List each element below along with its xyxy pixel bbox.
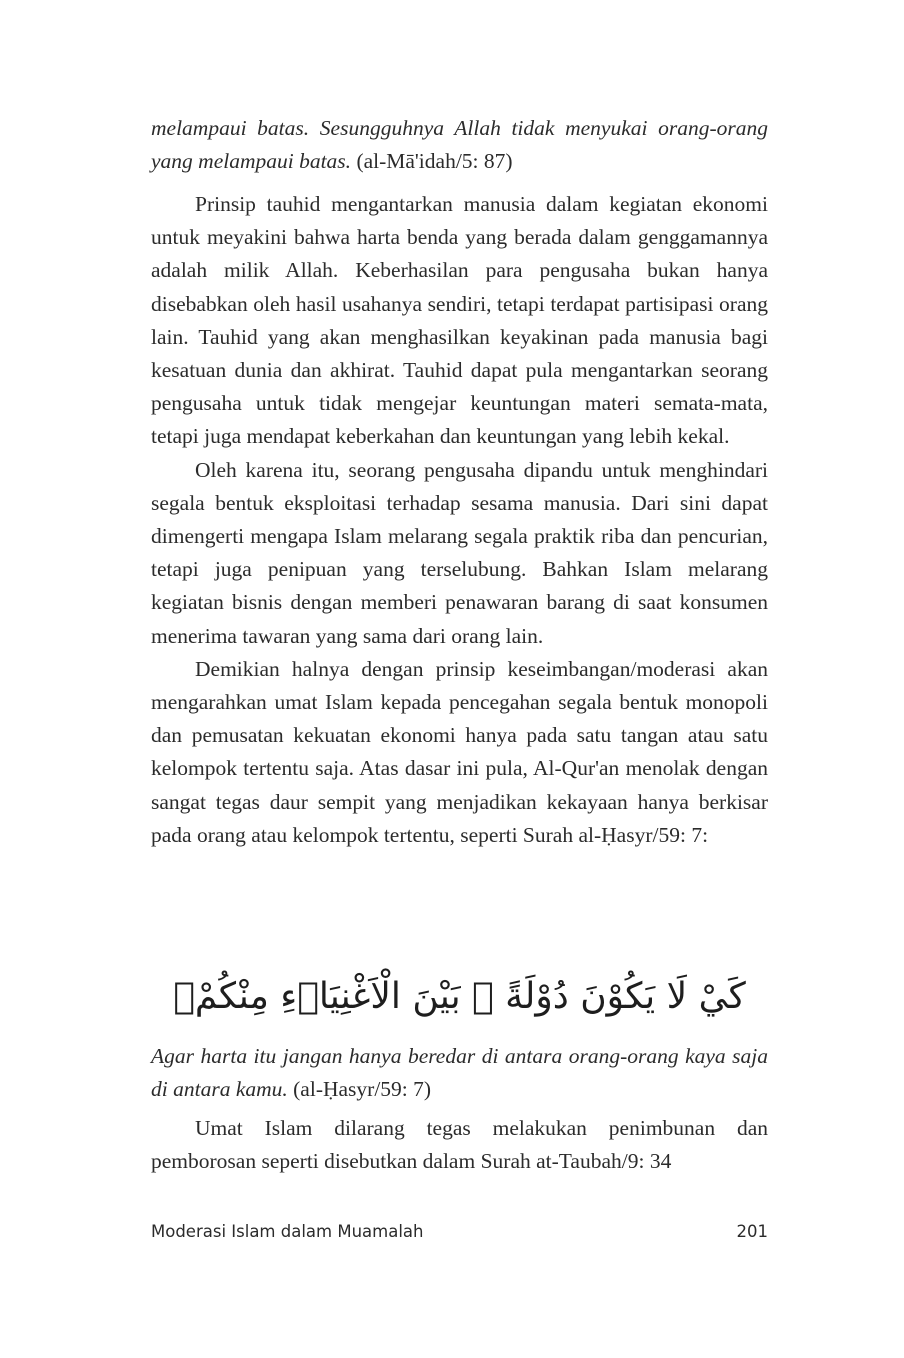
body-text-continued <box>151 1112 768 1178</box>
paragraph-penimbunan: Umat Islam dilarang tegas melakukan penimbunan dan pemborosan seperti disebutkan dalam Surah at-Taubah/9: 34 <box>151 1116 768 1174</box>
quote-bottom-text: Agar harta itu jangan hanya beredar di antara orang-orang kaya saja di antara kamu. <box>151 1044 768 1101</box>
paragraph-tauhid: Prinsip tauhid mengantarkan manusia dalam kegiatan ekonomi untuk meyakini bahwa harta benda yang berada dalam genggamannya adalah milik Allah. Keberhasilan para pengusaha bukan hanya disebabkan oleh hasil usahanya sendiri, tetapi terdapat partisipasi orang lain. Tauhid yang akan menghasilkan keyakinan pada manusia bagi kesatuan dunia dan akhirat. Tauhid dapat pula mengantarkan seorang pengusaha untuk tidak mengejar keuntungan materi semata-mata, tetapi juga mendapat keberkahan dan keuntungan yang lebih kekal. <box>151 192 768 449</box>
arabic-verse: كَيْ لَا يَكُوْنَ دُوْلَةً ۢ بَيْنَ الْاَغْنِيَاۤءِ مِنْكُمْۗ <box>173 976 746 1017</box>
quran-translation-quote-top <box>151 112 768 178</box>
running-title: Moderasi Islam dalam Muamalah <box>151 1222 424 1241</box>
page-footer <box>151 1222 768 1241</box>
quote-top-citation: (al-Mā'idah/5: 87) <box>351 149 513 173</box>
quote-top-text: melampaui batas. Sesungguhnya Allah tidak menyukai orang-orang yang melampaui batas. <box>151 116 768 173</box>
quote-bottom-citation: (al-Ḥasyr/59: 7) <box>287 1077 432 1101</box>
page-number: 201 <box>736 1222 768 1241</box>
paragraph-moderasi: Demikian halnya dengan prinsip keseimbangan/moderasi akan mengarahkan umat Islam kepada pencegahan segala bentuk monopoli dan pemusatan kekuatan ekonomi hanya pada satu tangan atau satu kelompok tertentu saja. Atas dasar ini pula, Al-Qur'an menolak dengan sangat tegas daur sempit yang menjadikan kekayaan hanya berkisar pada orang atau kelompok tertentu, seperti Surah al-Ḥasyr/59: 7: <box>151 656 768 847</box>
quran-translation-quote-bottom <box>151 1040 768 1106</box>
paragraph-eksploitasi: Oleh karena itu, seorang pengusaha dipandu untuk menghindari segala bentuk eksploitasi terhadap sesama manusia. Dari sini dapat dimengerti mengapa Islam melarang segala praktik riba dan pencurian, tetapi juga penipuan yang terselubung. Bahkan Islam melarang kegiatan bisnis dengan memberi penawaran barang di saat konsumen menerima tawaran yang sama dari orang lain. <box>151 457 768 648</box>
body-text-main <box>151 188 768 852</box>
